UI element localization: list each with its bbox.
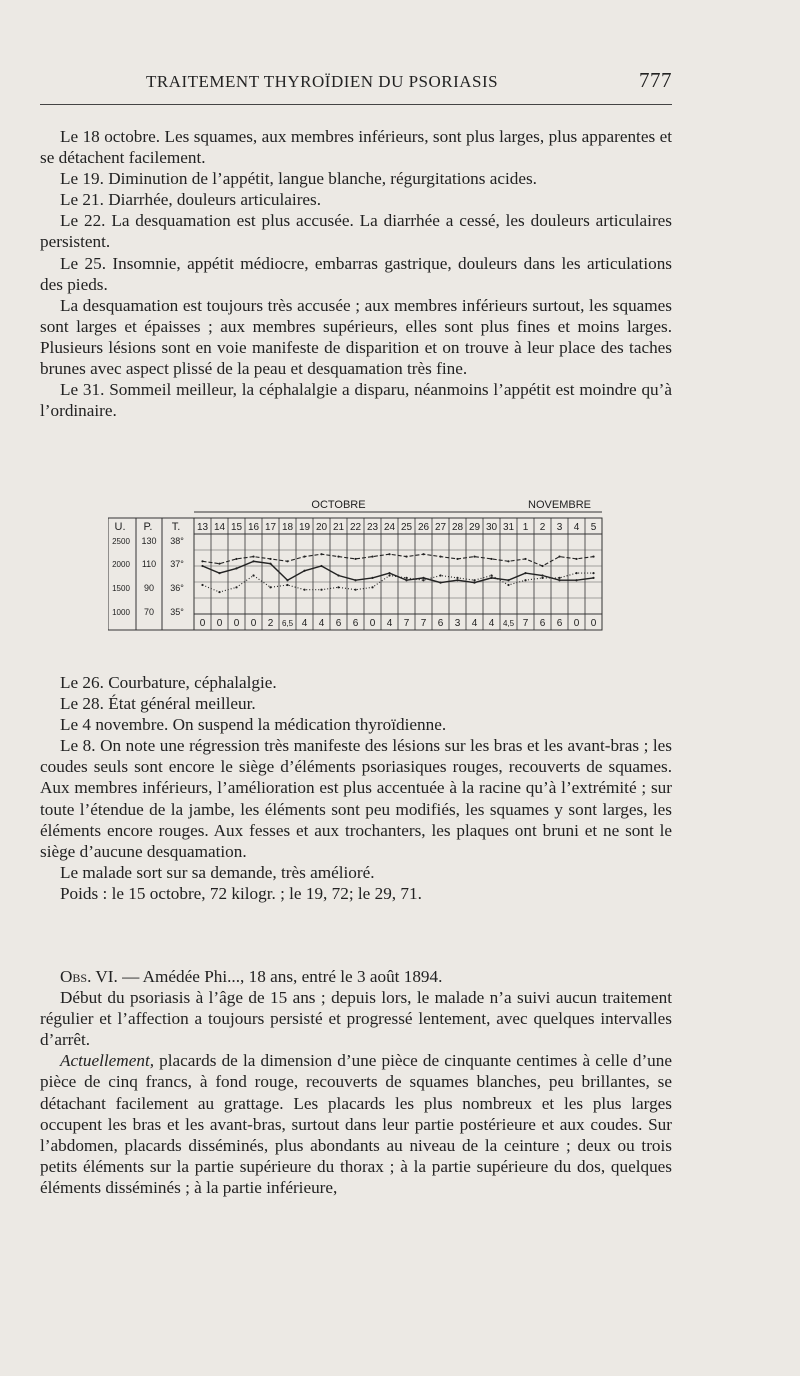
series-point-solid — [558, 579, 560, 581]
bottom-row-value: 4 — [488, 618, 495, 629]
temperature-tick-label: 35° — [170, 607, 184, 617]
series-point-dotted — [456, 577, 458, 579]
series-point-solid — [286, 579, 288, 581]
series-point-dotted — [218, 591, 220, 593]
italic-lead: Actuellement, — [60, 1051, 155, 1071]
series-point-solid — [507, 579, 509, 581]
text-block-top — [40, 126, 672, 421]
series-point-dashed — [575, 558, 577, 560]
pulse-tick-label: 70 — [143, 607, 155, 617]
bottom-row-value: 0 — [199, 618, 206, 629]
paragraph: Le 18 octobre. Les squames, aux membres inférieurs, sont plus larges, plus apparentes et se détachent facilement. — [40, 127, 672, 168]
day-label: 16 — [247, 522, 260, 533]
paragraph: Le 22. La desquamation est plus accusée. La diarrhée a cessé, les douleurs articulaires persistent. — [40, 211, 672, 252]
urine-tick-label: 1000 — [112, 608, 130, 617]
bottom-row-value: 0 — [250, 618, 257, 629]
series-point-solid — [388, 572, 390, 574]
paragraph: La desquamation est toujours très accusée ; aux membres inférieurs surtout, les squames sont larges et épaisses ; aux membres supérieurs, elles sont plus fines et moins larges. Plusieurs lésions sont en voie manifeste de disparition et on trouve à leur place des taches brunes avec aspect plissé de la peau et desquamation très fine. — [40, 295, 672, 379]
series-point-dashed — [201, 560, 203, 562]
bottom-row-value: 0 — [216, 618, 223, 629]
day-label: 17 — [264, 522, 277, 533]
urine-tick-label: 1500 — [112, 584, 130, 593]
series-point-dashed — [303, 555, 305, 557]
clinical-chart — [108, 494, 612, 644]
series-point-dotted — [405, 577, 407, 579]
text-block-middle — [40, 672, 672, 904]
series-point-dashed — [439, 555, 441, 557]
day-label: 27 — [434, 522, 447, 533]
day-label: 3 — [556, 522, 563, 533]
series-point-dashed — [337, 555, 339, 557]
day-label: 23 — [366, 522, 379, 533]
observation-text: — Amédée Phi..., 18 ans, entré le 3 août 1894. — [117, 967, 443, 986]
series-point-dotted — [473, 579, 475, 581]
series-point-dotted — [252, 574, 254, 576]
day-label: 18 — [281, 522, 294, 533]
paragraph: Le 26. Courbature, céphalalgie. — [60, 673, 277, 692]
paragraph: Le 21. Diarrhée, douleurs articulaires. — [60, 190, 322, 210]
series-point-dotted — [235, 586, 237, 588]
paragraph — [40, 1050, 672, 1198]
paragraph: Le 28. État général meilleur. — [60, 694, 256, 714]
bottom-row-value: 6 — [335, 618, 342, 629]
temperature-tick-label: 37° — [170, 559, 184, 569]
axis-header-1: P. — [143, 521, 153, 533]
series-point-dotted — [201, 584, 203, 586]
running-header — [40, 66, 672, 96]
bottom-row-value: 0 — [573, 618, 580, 629]
urine-tick-label: 2500 — [112, 537, 130, 546]
bottom-row-value: 6,5 — [281, 619, 294, 628]
paragraph: Le malade sort sur sa demande, très amélioré. — [60, 862, 375, 882]
series-point-dashed — [541, 565, 543, 567]
month-label-octobre: OCTOBRE — [311, 499, 366, 511]
bottom-row-value: 0 — [233, 618, 240, 629]
bottom-row-value: 3 — [454, 618, 461, 629]
day-label: 20 — [315, 522, 328, 533]
series-point-dotted — [507, 584, 509, 586]
bottom-row-value: 2 — [267, 618, 274, 629]
temperature-tick-label: 38° — [170, 536, 184, 546]
series-point-dashed — [235, 558, 237, 560]
day-label: 29 — [468, 522, 481, 533]
bottom-row-value: 7 — [522, 618, 529, 629]
series-point-dashed — [456, 558, 458, 560]
series-point-dashed — [507, 560, 509, 562]
series-point-solid — [201, 565, 203, 567]
series-point-dotted — [303, 589, 305, 591]
series-point-dashed — [388, 553, 390, 555]
series-point-dashed — [371, 555, 373, 557]
day-label: 22 — [349, 522, 362, 533]
day-label: 31 — [502, 522, 515, 533]
series-point-dashed — [422, 553, 424, 555]
bottom-row-value: 7 — [403, 618, 410, 629]
paragraph: Le 31. Sommeil meilleur, la céphalalgie a disparu, néanmoins l’appétit est moindre qu’à l’ordinaire. — [40, 380, 672, 421]
series-point-dotted — [286, 584, 288, 586]
bottom-row-value: 7 — [420, 618, 427, 629]
page-number: 777 — [639, 68, 672, 92]
day-label: 5 — [590, 522, 597, 533]
series-point-dotted — [337, 586, 339, 588]
paragraph: Le 8. On note une régression très manifeste des lésions sur les bras et les avant-bras ; les coudes seuls sont encore le siège d’éléments psoriasiques rouges, recouverts de squames. Aux membres inférieurs, l’amélioration est plus accentuée à la racine qu’à l’extrémité ; sur toute l’étendue de la jambe, les éléments sont peu modifiés, les squames y sont larges, les éléments encore rouges. Aux fesses et aux trochanters, les plaques ont bruni et ne sont le siège d’aucune desquamation. — [40, 736, 672, 861]
observation-label: Obs. VI. — [60, 967, 118, 986]
series-point-solid — [269, 563, 271, 565]
pulse-tick-label: 110 — [141, 559, 157, 569]
pulse-tick-label: 90 — [143, 583, 155, 593]
day-label: 15 — [230, 522, 243, 533]
day-label: 2 — [539, 522, 546, 533]
series-point-solid — [473, 582, 475, 584]
bottom-row-value: 6 — [539, 618, 546, 629]
bottom-row-value: 4 — [318, 618, 325, 629]
series-point-dotted — [269, 586, 271, 588]
series-point-dashed — [524, 558, 526, 560]
axis-header-0: U. — [114, 521, 126, 533]
day-label: 21 — [332, 522, 345, 533]
series-point-dashed — [592, 555, 594, 557]
header-rule — [40, 104, 672, 105]
series-point-solid — [320, 565, 322, 567]
series-point-dotted — [388, 574, 390, 576]
bottom-row-value: 0 — [590, 618, 597, 629]
series-point-dotted — [541, 577, 543, 579]
series-point-dotted — [592, 572, 594, 574]
paragraph: Début du psoriasis à l’âge de 15 ans ; depuis lors, le malade n’a suivi aucun traitement régulier et l’affection a toujours persisté et progressé lentement, avec quelques intervalles d’arrêt. — [40, 988, 672, 1050]
day-label: 14 — [213, 522, 226, 533]
series-point-solid — [422, 577, 424, 579]
month-label-novembre: NOVEMBRE — [528, 499, 591, 511]
series-point-solid — [541, 574, 543, 576]
day-label: 28 — [451, 522, 464, 533]
series-point-dashed — [473, 555, 475, 557]
series-point-dotted — [439, 574, 441, 576]
bottom-row-value: 6 — [556, 618, 563, 629]
bottom-row-value: 4,5 — [502, 619, 515, 628]
paragraph: Poids : le 15 octobre, 72 kilogr. ; le 19, 72; le 29, 71. — [60, 883, 422, 903]
bottom-row-value: 6 — [352, 618, 359, 629]
day-label: 25 — [400, 522, 413, 533]
series-point-dashed — [354, 558, 356, 560]
series-point-solid — [575, 579, 577, 581]
running-title: TRAITEMENT THYROÏDIEN DU PSORIASIS — [146, 72, 499, 91]
urine-tick-label: 2000 — [112, 560, 130, 569]
series-point-solid — [490, 577, 492, 579]
day-label: 24 — [383, 522, 396, 533]
series-point-dotted — [558, 577, 560, 579]
series-point-solid — [218, 572, 220, 574]
series-point-dashed — [252, 555, 254, 557]
series-point-dotted — [524, 579, 526, 581]
series-point-solid — [405, 579, 407, 581]
bottom-row-value: 4 — [386, 618, 393, 629]
series-point-dashed — [558, 555, 560, 557]
series-point-solid — [592, 577, 594, 579]
series-point-solid — [235, 567, 237, 569]
bottom-row-value: 4 — [301, 618, 308, 629]
series-point-dashed — [269, 558, 271, 560]
paragraph: Le 19. Diminution de l’appétit, langue blanche, régurgitations acides. — [60, 169, 537, 189]
temperature-tick-label: 36° — [170, 583, 184, 593]
series-point-dotted — [371, 586, 373, 588]
bottom-row-value: 6 — [437, 618, 444, 629]
series-point-solid — [524, 572, 526, 574]
day-label: 1 — [522, 522, 529, 533]
text-block-bottom — [40, 966, 672, 1198]
series-point-solid — [439, 582, 441, 584]
paragraph: Le 4 novembre. On suspend la médication thyroïdienne. — [60, 715, 447, 735]
day-label: 4 — [573, 522, 580, 533]
bottom-row-value: 4 — [471, 618, 478, 629]
observation-heading — [40, 966, 672, 987]
series-point-solid — [252, 560, 254, 562]
series-point-solid — [371, 577, 373, 579]
clinical-chart-svg — [108, 494, 612, 644]
series-point-dashed — [490, 558, 492, 560]
bottom-row-value: 0 — [369, 618, 376, 629]
series-point-solid — [456, 579, 458, 581]
paragraph-text: placards de la dimension d’une pièce de cinquante centimes à celle d’une pièce de cinq francs, à fond rouge, recouverts de squames blanches, peu brillantes, se détachant facilement au grattage. Les placards les plus nombreux et les plus larges occupent les bras et les avant-bras, surtout dans leur partie postérieure et aux coudes. Sur l’abdomen, placards disséminés, plus abondants au niveau de la ceinture ; deux ou trois petits éléments sur la partie supérieure du thorax ; à la partie supérieure du dos, quelques éléments disséminés ; à la partie inférieure, — [40, 1051, 672, 1197]
series-point-dotted — [575, 572, 577, 574]
day-label: 19 — [298, 522, 311, 533]
day-label: 30 — [485, 522, 498, 533]
series-point-dashed — [320, 553, 322, 555]
pulse-tick-label: 130 — [141, 536, 157, 546]
day-label: 13 — [196, 522, 209, 533]
series-point-dashed — [405, 555, 407, 557]
series-point-dashed — [218, 563, 220, 565]
day-label: 26 — [417, 522, 430, 533]
axis-header-2: T. — [171, 521, 181, 533]
series-point-dotted — [320, 589, 322, 591]
series-point-dashed — [286, 560, 288, 562]
series-point-solid — [337, 574, 339, 576]
series-point-solid — [303, 570, 305, 572]
series-point-dotted — [422, 579, 424, 581]
paragraph: Le 25. Insomnie, appétit médiocre, embarras gastrique, douleurs dans les articulations des pieds. — [40, 253, 672, 294]
series-point-solid — [354, 579, 356, 581]
series-point-dotted — [490, 574, 492, 576]
series-point-dotted — [354, 589, 356, 591]
